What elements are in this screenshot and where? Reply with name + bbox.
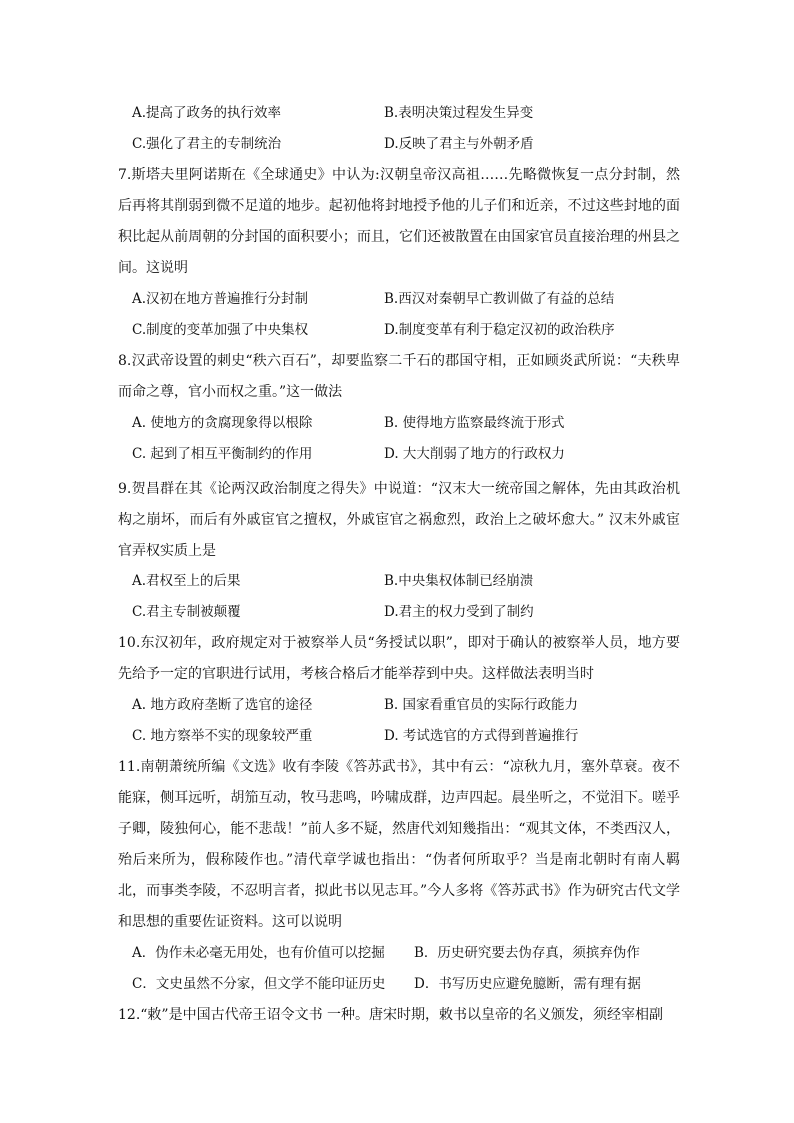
q11-options [132, 938, 692, 1000]
q11-option-d[interactable]: D．书写历史应避免臆断，需有理有据 [414, 976, 641, 992]
q6-option-b[interactable]: B.表明决策过程发生异变 [384, 105, 534, 121]
q6-option-c[interactable]: C.强化了君主的专制统治 [132, 136, 282, 152]
q9-stem: 9.贺昌群在其《论两汉政治制度之得失》中说道：“汉末大一统帝国之解体，先由其政治机构之崩坏，而后有外戚宦官之擅权，外戚宦官之祸愈烈，政治上之破坏愈大。” 汉末外戚宦官弄权实质上是 [118, 481, 680, 559]
q9-option-a[interactable]: A.君权至上的后果 [132, 573, 241, 589]
q10-option-a[interactable]: A. 地方政府垄断了选官的途径 [132, 697, 313, 713]
q6-options [132, 98, 692, 160]
q8-options [132, 408, 692, 470]
q9-option-b[interactable]: B.中央集权体制已经崩溃 [384, 573, 534, 589]
q10-options [132, 690, 692, 752]
q8-option-d[interactable]: D. 大大削弱了地方的行政权力 [384, 446, 565, 462]
q8-stem: 8.汉武帝设置的刺史“秩六百石”，却要监察二千石的郡国守相，正如顾炎武所说：“夫秩卑而命之尊，官小而权之重。”这一做法 [118, 353, 680, 400]
q10-stem: 10.东汉初年，政府规定对于被察举人员“务授试以职”，即对于确认的被察举人员，地方要先给予一定的官职进行试用，考核合格后才能举荐到中央。这样做法表明当时 [118, 635, 680, 682]
q7-stem: 7.斯塔夫里阿诺斯在《全球通史》中认为:汉朝皇帝汉高祖……先略微恢复一点分封制，然后再将其削弱到微不足道的地步。起初他将封地授予他的儿子们和近亲，不过这些封地的面积比起从前周朝的分封国的面积要小；而且，它们还被散置在由国家官员直接治理的州县之间。这说明 [118, 167, 680, 276]
q10-option-b[interactable]: B. 国家看重官员的实际行政能力 [384, 697, 579, 713]
q8-option-b[interactable]: B. 使得地方监察最终流于形式 [384, 415, 565, 431]
q7-option-a[interactable]: A.汉初在地方普遍推行分封制 [132, 291, 309, 307]
q7-option-b[interactable]: B.西汉对秦朝早亡教训做了有益的总结 [384, 291, 615, 307]
q6-option-a[interactable]: A.提高了政务的执行效率 [132, 105, 282, 121]
q12-stem: 12.“敕”是中国古代帝王诏令文书 一种。唐宋时期，敕书以皇帝的名义颁发，须经宰相副 [118, 1007, 664, 1023]
q9-option-c[interactable]: C.君主专制被颠覆 [132, 604, 241, 620]
q8-option-a[interactable]: A. 使地方的贪腐现象得以根除 [132, 415, 313, 431]
q9-option-d[interactable]: D.君主的权力受到了制约 [384, 604, 534, 620]
q9-options [132, 566, 692, 628]
q10-option-d[interactable]: D. 考试选官的方式得到普遍推行 [384, 728, 579, 744]
q7-options [132, 284, 692, 346]
q11-stem: 11.南朝萧统所编《文选》收有李陵《答苏武书》，其中有云：“凉秋九月，塞外草衰。夜不能寐，侧耳远听，胡笳互动，牧马悲鸣，吟啸成群，边声四起。晨坐听之，不觉泪下。嗟乎子卿，陵独何心，能不悲哉！”前人多不疑，然唐代刘知幾指出：“观其文体，不类西汉人，殆后来所为，假称陵作也。”清代章学诚也指出：“伪者何所取乎？当是南北朝时有南人羁北，而事类李陵，不忍明言者，拟此书以见志耳。”今人多将《答苏武书》作为研究古代文学和思想的重要佐证资料。这可以说明 [118, 759, 680, 930]
q11-option-b[interactable]: B．历史研究要去伪存真，须摈弃伪作 [414, 945, 640, 961]
q11-option-a[interactable]: A．伪作未必毫无用处，也有价值可以挖掘 [132, 945, 385, 961]
q10-option-c[interactable]: C. 地方察举不实的现象较严重 [132, 728, 313, 744]
q8-option-c[interactable]: C. 起到了相互平衡制约的作用 [132, 446, 313, 462]
q11-option-c[interactable]: C．文史虽然不分家，但文学不能印证历史 [132, 976, 386, 992]
q7-option-c[interactable]: C.制度的变革加强了中央集权 [132, 322, 309, 338]
q6-option-d[interactable]: D.反映了君主与外朝矛盾 [384, 136, 534, 152]
q7-option-d[interactable]: D.制度变革有利于稳定汉初的政治秩序 [384, 322, 615, 338]
